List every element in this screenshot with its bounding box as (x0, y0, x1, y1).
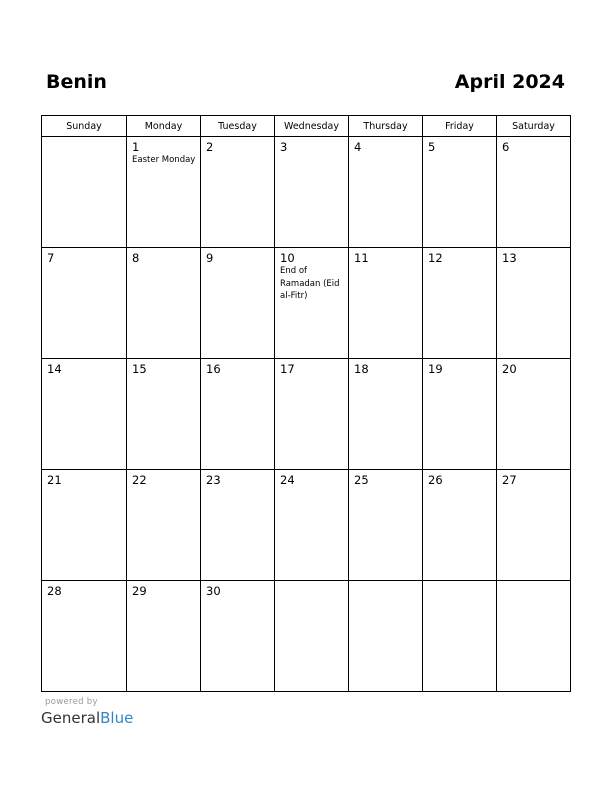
day-number: 18 (354, 362, 369, 376)
day-number: 1 (132, 140, 140, 154)
day-number: 19 (428, 362, 443, 376)
day-cell (423, 248, 497, 359)
day-cell (423, 137, 497, 248)
day-number: 8 (132, 251, 140, 265)
calendar-grid (41, 115, 571, 692)
weekday-header: Tuesday (201, 116, 275, 137)
country-title: Benin (46, 71, 107, 93)
weekday-header: Saturday (497, 116, 571, 137)
weekday-header: Thursday (349, 116, 423, 137)
day-number: 14 (47, 362, 62, 376)
day-cell (275, 248, 349, 359)
day-cell (275, 470, 349, 581)
day-cell (423, 359, 497, 470)
day-cell (42, 137, 127, 248)
day-number: 15 (132, 362, 147, 376)
month-year-title: April 2024 (454, 71, 565, 93)
day-cell (201, 581, 275, 692)
day-cell (349, 137, 423, 248)
weekday-header: Sunday (42, 116, 127, 137)
day-cell (349, 248, 423, 359)
holiday-label: Easter Monday (132, 155, 196, 165)
day-cell (497, 137, 571, 248)
day-cell (201, 359, 275, 470)
powered-by-label: powered by (45, 697, 98, 707)
day-number: 11 (354, 251, 369, 265)
day-cell (349, 359, 423, 470)
day-number: 10 (280, 251, 295, 265)
day-number: 26 (428, 473, 443, 487)
day-cell (127, 470, 201, 581)
day-cell (42, 248, 127, 359)
day-number: 6 (502, 140, 510, 154)
day-number: 21 (47, 473, 62, 487)
day-cell (349, 581, 423, 692)
day-cell (42, 581, 127, 692)
day-cell (42, 470, 127, 581)
day-cell (201, 137, 275, 248)
day-number: 23 (206, 473, 221, 487)
day-number: 17 (280, 362, 295, 376)
weekday-header: Friday (423, 116, 497, 137)
day-cell (497, 359, 571, 470)
day-cell (127, 248, 201, 359)
weekday-header: Wednesday (275, 116, 349, 137)
day-number: 27 (502, 473, 517, 487)
day-cell (423, 470, 497, 581)
week-row (42, 359, 571, 470)
day-number: 29 (132, 584, 147, 598)
holiday-label: End of Ramadan (Eid al-Fitr) (280, 266, 340, 301)
day-cell (497, 248, 571, 359)
weekday-header-row (42, 116, 571, 137)
week-row (42, 137, 571, 248)
day-number: 2 (206, 140, 214, 154)
day-number: 24 (280, 473, 295, 487)
day-cell (349, 470, 423, 581)
day-number: 3 (280, 140, 288, 154)
day-cell (127, 137, 201, 248)
day-cell (42, 359, 127, 470)
week-row (42, 581, 571, 692)
day-cell (423, 581, 497, 692)
brand-text-general: General (41, 709, 101, 727)
day-number: 28 (47, 584, 62, 598)
brand-text-blue: Blue (100, 709, 134, 727)
day-cell (497, 581, 571, 692)
generalblue-logo[interactable] (41, 709, 133, 727)
day-number: 4 (354, 140, 362, 154)
day-number: 20 (502, 362, 517, 376)
week-row (42, 470, 571, 581)
day-number: 5 (428, 140, 436, 154)
day-cell (275, 581, 349, 692)
day-cell (127, 359, 201, 470)
day-number: 22 (132, 473, 147, 487)
day-number: 16 (206, 362, 221, 376)
day-number: 9 (206, 251, 214, 265)
week-row (42, 248, 571, 359)
day-cell (275, 137, 349, 248)
day-cell (127, 581, 201, 692)
day-number: 13 (502, 251, 517, 265)
day-cell (201, 248, 275, 359)
day-number: 12 (428, 251, 443, 265)
weekday-header: Monday (127, 116, 201, 137)
day-number: 30 (206, 584, 221, 598)
day-cell (275, 359, 349, 470)
day-number: 7 (47, 251, 55, 265)
day-number: 25 (354, 473, 369, 487)
day-cell (201, 470, 275, 581)
day-cell (497, 470, 571, 581)
